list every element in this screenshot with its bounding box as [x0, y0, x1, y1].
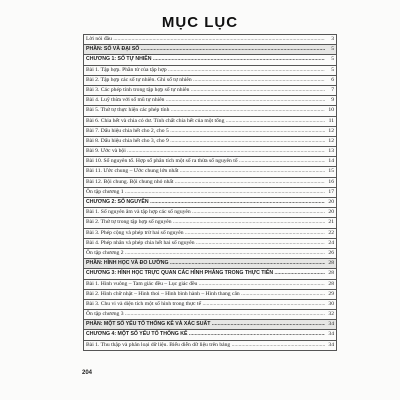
toc-item-row: [84, 76, 336, 86]
toc-entry-text: Bài 1. Tập hợp. Phần tử của tập hợp .....: [84, 66, 325, 75]
toc-entry-page: 26: [328, 249, 334, 256]
toc-item-row: [84, 35, 336, 45]
toc-item-row: [84, 229, 336, 239]
toc-item-row: [84, 86, 336, 96]
toc-entry-text: Bài 4. Luỹ thừa với số mũ tự nhiên .....: [84, 96, 325, 105]
toc-entry-text: Bài 11. Ước chung – Ước chung lớn nhất .....: [84, 167, 325, 176]
toc-item-row: [84, 239, 336, 249]
toc-item-row: [84, 157, 336, 167]
toc-entry-text: CHƯƠNG 4: MỘT SỐ YẾU TỐ THỐNG KÊ .....: [84, 330, 325, 339]
toc-entry-text: Bài 1. Số nguyên âm và tập hợp các số nguyên .....: [84, 208, 325, 217]
toc-item-row: [84, 249, 336, 259]
toc-entry-page: 34: [328, 331, 334, 338]
toc-entry-page: 28: [328, 270, 334, 277]
toc-item-row: [84, 137, 336, 147]
toc-entry-page: 30: [328, 300, 334, 307]
toc-item-row: [84, 188, 336, 198]
toc-entry-text: Bài 9. Ước và bội .....: [84, 147, 325, 156]
toc-entry-text: PHẦN: SỐ VÀ ĐẠI SỐ .....: [84, 45, 325, 54]
toc-item-row: [84, 310, 336, 320]
toc-chapter-row: [84, 55, 336, 65]
toc-item-row: [84, 66, 336, 76]
toc-entry-text: Ôn tập chương 2 .....: [84, 249, 325, 258]
toc-entry-text: Bài 7. Dấu hiệu chia hết cho 2, cho 5 .....: [84, 127, 325, 136]
page-number: 204: [82, 370, 93, 376]
toc-item-row: [84, 106, 336, 116]
toc-item-row: [84, 117, 336, 127]
toc-entry-text: Bài 4. Phép nhân và phép chia hết hai số nguyên .....: [84, 239, 325, 248]
toc-entry-text: Bài 1. Thu thập và phân loại dữ liệu. Biểu diễn dữ liệu trên bảng .....: [84, 341, 325, 350]
page-title: MỤC LỤC: [161, 14, 239, 31]
toc-entry-page: 28: [328, 260, 334, 267]
table-of-contents: [83, 34, 337, 351]
toc-entry-text: Bài 12. Bội chung. Bội chung nhỏ nhất .....: [84, 178, 325, 187]
toc-entry-page: 12: [328, 137, 334, 144]
toc-item-row: [84, 280, 336, 290]
toc-section-row: [84, 45, 336, 55]
toc-entry-text: PHẦN: HÌNH HỌC VÀ ĐO LƯỜNG .....: [84, 259, 325, 268]
toc-item-row: [84, 167, 336, 177]
toc-entry-text: Bài 6. Chia hết và chia có dư. Tính chất chia hết của một tổng .....: [84, 117, 325, 126]
toc-entry-text: Lời nói đầu .....: [84, 35, 325, 44]
toc-entry-page: 5: [331, 66, 334, 73]
toc-item-row: [84, 218, 336, 228]
toc-item-row: [84, 96, 336, 106]
toc-entry-page: 34: [328, 321, 334, 328]
toc-entry-page: 3: [331, 36, 334, 42]
toc-entry-page: 20: [328, 209, 334, 216]
toc-entry-page: 28: [328, 280, 334, 287]
toc-item-row: [84, 147, 336, 157]
toc-entry-text: Bài 3. Phép cộng và phép trừ hai số nguyên .....: [84, 229, 325, 238]
toc-entry-text: Bài 8. Dấu hiệu chia hết cho 3, cho 9 .....: [84, 137, 325, 146]
toc-entry-page: 20: [328, 199, 334, 205]
toc-entry-page: 29: [328, 290, 334, 297]
toc-entry-text: Bài 5. Thứ tự thực hiện các phép tính .....: [84, 106, 325, 115]
toc-entry-page: 11: [328, 117, 334, 124]
toc-entry-page: 5: [331, 46, 334, 53]
toc-entry-page: 24: [328, 239, 334, 246]
toc-entry-text: CHƯƠNG 3: HÌNH HỌC TRỰC QUAN CÁC HÌNH PHẲNG TRONG THỰC TIỄN .....: [84, 269, 325, 278]
toc-item-row: [84, 290, 336, 300]
toc-item-row: [84, 208, 336, 218]
toc-entry-page: 32: [328, 311, 334, 318]
toc-entry-text: Bài 3. Chu vi và diện tích một số hình trong thực tế .....: [84, 300, 325, 309]
toc-entry-page: 6: [331, 76, 334, 83]
toc-entry-text: PHẦN: MỘT SỐ YẾU TỐ THỐNG KÊ VÀ XÁC SUẤT .....: [84, 320, 325, 329]
toc-entry-page: 7: [331, 86, 334, 93]
toc-chapter-row: [84, 330, 336, 340]
toc-section-row: [84, 320, 336, 330]
toc-entry-page: 5: [331, 56, 334, 63]
toc-entry-page: 13: [328, 148, 334, 155]
toc-entry-page: 14: [328, 158, 334, 165]
toc-item-row: [84, 300, 336, 310]
toc-chapter-row: [84, 198, 336, 208]
toc-entry-text: Bài 2. Hình chữ nhật – Hình thoi – Hình bình hành – Hình thang cân .....: [84, 290, 325, 299]
toc-entry-text: Bài 2. Thứ tự trong tập hợp số nguyên .....: [84, 218, 325, 227]
toc-entry-text: CHƯƠNG 1: SỐ TỰ NHIÊN .....: [84, 55, 325, 64]
toc-section-row: [84, 259, 336, 269]
toc-entry-page: 12: [328, 127, 334, 134]
toc-entry-page: 22: [328, 229, 334, 236]
toc-item-row: [84, 341, 336, 351]
toc-entry-page: 10: [328, 107, 334, 114]
toc-entry-page: 17: [328, 188, 334, 195]
toc-entry-text: Bài 2. Tập hợp các số tự nhiên. Ghi số tự nhiên .....: [84, 76, 325, 85]
toc-entry-text: Bài 10. Số nguyên tố. Hợp số phân tích một số ra thừa số nguyên tố .....: [84, 157, 325, 166]
toc-entry-page: 34: [328, 341, 334, 348]
toc-entry-text: Bài 3. Các phép tính trong tập hợp số tự nhiên .....: [84, 86, 325, 95]
toc-item-row: [84, 127, 336, 137]
toc-entry-text: Ôn tập chương 1 .....: [84, 188, 325, 197]
toc-entry-page: 16: [328, 178, 334, 185]
toc-chapter-row: [84, 269, 336, 279]
toc-entry-text: Bài 1. Hình vuông – Tam giác đều – Lục giác đều .....: [84, 280, 325, 289]
toc-entry-text: Ôn tập chương 3 .....: [84, 310, 325, 319]
toc-entry-page: 15: [328, 168, 334, 175]
toc-entry-page: 21: [328, 219, 334, 226]
toc-entry-page: 9: [331, 97, 334, 104]
toc-item-row: [84, 178, 336, 188]
toc-entry-text: CHƯƠNG 2: SỐ NGUYÊN .....: [84, 198, 325, 207]
